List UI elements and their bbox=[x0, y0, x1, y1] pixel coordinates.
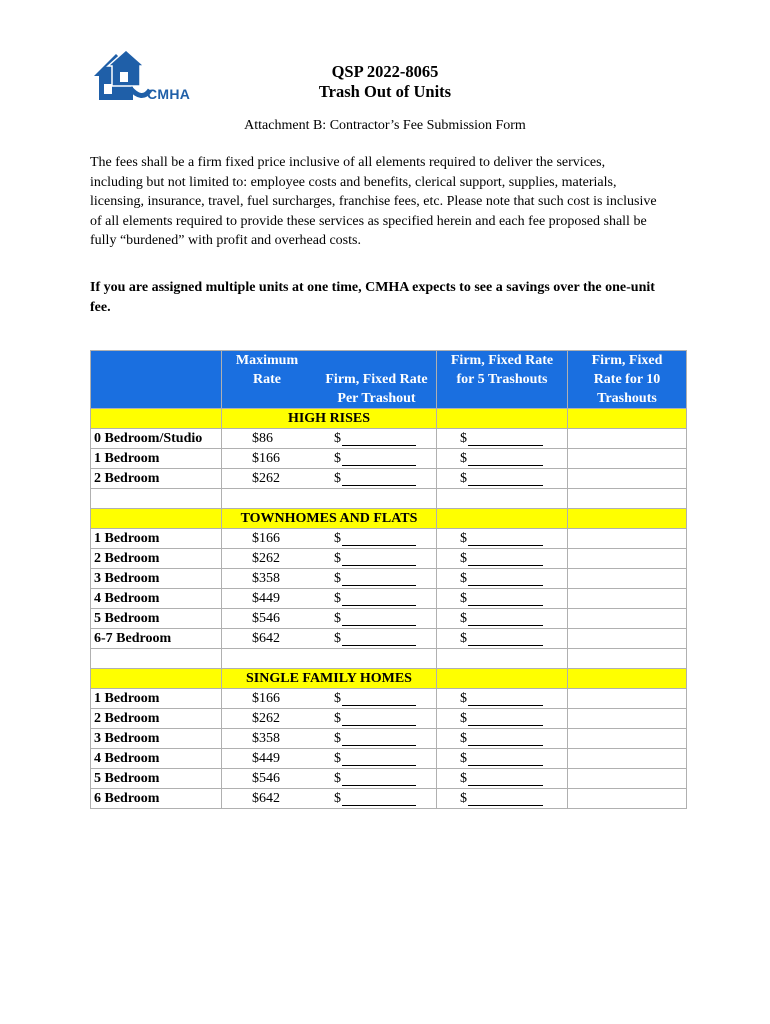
blank-cell bbox=[568, 489, 687, 509]
rate-cell bbox=[222, 689, 437, 709]
fixed-rate-entry-line[interactable] bbox=[342, 805, 416, 806]
max-rate-header-line2: Rate bbox=[253, 372, 281, 387]
five-trashouts-entry-line[interactable] bbox=[468, 465, 543, 466]
blank-cell bbox=[568, 649, 687, 669]
max-rate-value: $358 bbox=[252, 731, 280, 746]
five-trashouts-entry-line[interactable] bbox=[468, 785, 543, 786]
ten-trashouts-cell[interactable] bbox=[568, 769, 687, 789]
ten-trashouts-cell[interactable] bbox=[568, 609, 687, 629]
header-5-cell bbox=[437, 351, 568, 409]
five-trashouts-header-line2: for 5 Trashouts bbox=[456, 372, 548, 387]
header-rate-cell bbox=[222, 351, 437, 409]
fee-description-paragraph: The fees shall be a firm fixed price inclusive of all elements required to deliver the services, including but not limited to: employee costs and benefits, clerical support, supplies, materials, licensing, insurance, travel, fuel surcharges, franchise fees, etc. Please note that such cost is inclusive of all elements required to provide these services as specified herein and each fee proposed shall be fully “burdened” with profit and overhead costs. bbox=[90, 155, 657, 248]
unit-size-label: 0 Bedroom/Studio bbox=[91, 429, 222, 449]
rate-cell bbox=[222, 769, 437, 789]
max-rate-value: $262 bbox=[252, 711, 280, 726]
five-trashouts-header-line1: Firm, Fixed Rate bbox=[450, 353, 554, 368]
rate-cell bbox=[222, 709, 437, 729]
fixed-rate-entry-line[interactable] bbox=[342, 485, 416, 486]
ten-trashouts-cell[interactable] bbox=[568, 629, 687, 649]
dollar-sign: $ bbox=[334, 731, 341, 746]
ten-trashouts-cell[interactable] bbox=[568, 709, 687, 729]
dollar-sign: $ bbox=[334, 691, 341, 706]
dollar-sign: $ bbox=[334, 451, 341, 466]
dollar-sign: $ bbox=[334, 531, 341, 546]
five-trashouts-cell bbox=[437, 709, 568, 729]
section-blank-cell bbox=[437, 509, 568, 529]
section-header-row bbox=[91, 409, 687, 429]
dollar-sign: $ bbox=[334, 631, 341, 646]
dollar-sign: $ bbox=[334, 591, 341, 606]
five-trashouts-cell bbox=[437, 789, 568, 809]
table-row bbox=[91, 789, 687, 809]
title-line-1: QSP 2022-8065 bbox=[331, 62, 439, 81]
ten-trashouts-cell[interactable] bbox=[568, 469, 687, 489]
five-trashouts-cell bbox=[437, 589, 568, 609]
unit-size-label: 6 Bedroom bbox=[91, 789, 222, 809]
ten-trashouts-header-line1: Firm, Fixed bbox=[591, 353, 663, 368]
max-rate-value: $166 bbox=[252, 451, 280, 466]
dollar-sign: $ bbox=[460, 431, 467, 446]
five-trashouts-entry-line[interactable] bbox=[468, 565, 543, 566]
cmha-logo-text: CMHA bbox=[147, 86, 191, 102]
dollar-sign: $ bbox=[334, 771, 341, 786]
max-rate-value: $642 bbox=[252, 791, 280, 806]
unit-size-label: 5 Bedroom bbox=[91, 769, 222, 789]
rate-cell bbox=[222, 629, 437, 649]
unit-size-label: 2 Bedroom bbox=[91, 549, 222, 569]
table-row bbox=[91, 549, 687, 569]
five-trashouts-cell bbox=[437, 449, 568, 469]
five-trashouts-cell bbox=[437, 429, 568, 449]
blank-cell bbox=[222, 489, 437, 509]
five-trashouts-entry-line[interactable] bbox=[468, 625, 543, 626]
five-trashouts-cell bbox=[437, 729, 568, 749]
ten-trashouts-cell[interactable] bbox=[568, 529, 687, 549]
rate-cell bbox=[222, 429, 437, 449]
max-rate-value: $546 bbox=[252, 771, 280, 786]
dollar-sign: $ bbox=[334, 431, 341, 446]
section-title: SINGLE FAMILY HOMES bbox=[222, 669, 437, 689]
fixed-rate-entry-line[interactable] bbox=[342, 785, 416, 786]
dollar-sign: $ bbox=[460, 571, 467, 586]
rate-cell bbox=[222, 469, 437, 489]
ten-trashouts-cell[interactable] bbox=[568, 589, 687, 609]
fixed-rate-entry-line[interactable] bbox=[342, 725, 416, 726]
dollar-sign: $ bbox=[460, 731, 467, 746]
five-trashouts-cell bbox=[437, 749, 568, 769]
dollar-sign: $ bbox=[334, 571, 341, 586]
title-line-2: Trash Out of Units bbox=[318, 82, 452, 101]
max-rate-value: $166 bbox=[252, 691, 280, 706]
rate-cell bbox=[222, 749, 437, 769]
dollar-sign: $ bbox=[334, 611, 341, 626]
five-trashouts-cell bbox=[437, 689, 568, 709]
max-rate-value: $262 bbox=[252, 471, 280, 486]
dollar-sign: $ bbox=[334, 751, 341, 766]
five-trashouts-entry-line[interactable] bbox=[468, 485, 543, 486]
dollar-sign: $ bbox=[460, 551, 467, 566]
rate-cell bbox=[222, 789, 437, 809]
max-rate-value: $449 bbox=[252, 751, 280, 766]
ten-trashouts-cell[interactable] bbox=[568, 449, 687, 469]
unit-size-label: 4 Bedroom bbox=[91, 749, 222, 769]
five-trashouts-cell bbox=[437, 549, 568, 569]
fixed-rate-entry-line[interactable] bbox=[342, 465, 416, 466]
ten-trashouts-cell[interactable] bbox=[568, 549, 687, 569]
section-blank-cell bbox=[568, 509, 687, 529]
header-label-cell bbox=[91, 351, 222, 409]
five-trashouts-entry-line[interactable] bbox=[468, 585, 543, 586]
blank-cell bbox=[437, 649, 568, 669]
five-trashouts-cell bbox=[437, 529, 568, 549]
max-rate-value: $449 bbox=[252, 591, 280, 606]
fixed-rate-entry-line[interactable] bbox=[342, 605, 416, 606]
fixed-rate-entry-line[interactable] bbox=[342, 625, 416, 626]
five-trashouts-cell bbox=[437, 609, 568, 629]
dollar-sign: $ bbox=[334, 471, 341, 486]
fixed-rate-entry-line[interactable] bbox=[342, 645, 416, 646]
blank-cell bbox=[91, 649, 222, 669]
unit-size-label: 1 Bedroom bbox=[91, 529, 222, 549]
ten-trashouts-cell[interactable] bbox=[568, 729, 687, 749]
max-rate-value: $546 bbox=[252, 611, 280, 626]
section-blank-cell bbox=[91, 409, 222, 429]
dollar-sign: $ bbox=[460, 611, 467, 626]
table-row bbox=[91, 609, 687, 629]
dollar-sign: $ bbox=[460, 451, 467, 466]
ten-trashouts-header-line3: Trashouts bbox=[597, 391, 657, 406]
five-trashouts-entry-line[interactable] bbox=[468, 765, 543, 766]
dollar-sign: $ bbox=[334, 551, 341, 566]
section-blank-cell bbox=[437, 669, 568, 689]
ten-trashouts-cell[interactable] bbox=[568, 689, 687, 709]
max-rate-value: $166 bbox=[252, 531, 280, 546]
document-title bbox=[0, 62, 770, 102]
blank-cell bbox=[437, 489, 568, 509]
ten-trashouts-cell[interactable] bbox=[568, 789, 687, 809]
dollar-sign: $ bbox=[460, 471, 467, 486]
rate-cell bbox=[222, 449, 437, 469]
blank-cell bbox=[222, 649, 437, 669]
rate-cell bbox=[222, 609, 437, 629]
fixed-rate-header-line2: Per Trashout bbox=[337, 391, 416, 406]
dollar-sign: $ bbox=[460, 771, 467, 786]
document-subtitle: Attachment B: Contractor’s Fee Submission Form bbox=[244, 118, 526, 133]
table-row bbox=[91, 469, 687, 489]
fixed-rate-entry-line[interactable] bbox=[342, 585, 416, 586]
unit-size-label: 6-7 Bedroom bbox=[91, 629, 222, 649]
rate-cell bbox=[222, 529, 437, 549]
dollar-sign: $ bbox=[460, 591, 467, 606]
max-rate-header-line1: Maximum bbox=[235, 353, 299, 368]
rate-cell bbox=[222, 549, 437, 569]
fixed-rate-entry-line[interactable] bbox=[342, 705, 416, 706]
five-trashouts-entry-line[interactable] bbox=[468, 645, 543, 646]
fixed-rate-entry-line[interactable] bbox=[342, 445, 416, 446]
unit-size-label: 4 Bedroom bbox=[91, 589, 222, 609]
five-trashouts-entry-line[interactable] bbox=[468, 725, 543, 726]
rate-cell bbox=[222, 589, 437, 609]
dollar-sign: $ bbox=[460, 751, 467, 766]
five-trashouts-entry-line[interactable] bbox=[468, 605, 543, 606]
section-header-row bbox=[91, 509, 687, 529]
unit-size-label: 3 Bedroom bbox=[91, 569, 222, 589]
unit-size-label: 1 Bedroom bbox=[91, 689, 222, 709]
five-trashouts-entry-line[interactable] bbox=[468, 445, 543, 446]
max-rate-value: $358 bbox=[252, 571, 280, 586]
dollar-sign: $ bbox=[460, 691, 467, 706]
section-blank-cell bbox=[91, 509, 222, 529]
unit-size-label: 5 Bedroom bbox=[91, 609, 222, 629]
ten-trashouts-cell[interactable] bbox=[568, 749, 687, 769]
five-trashouts-cell bbox=[437, 629, 568, 649]
table-header-row bbox=[91, 351, 687, 409]
five-trashouts-entry-line[interactable] bbox=[468, 745, 543, 746]
max-rate-value: $642 bbox=[252, 631, 280, 646]
dollar-sign: $ bbox=[460, 631, 467, 646]
section-title: TOWNHOMES AND FLATS bbox=[222, 509, 437, 529]
table-row bbox=[91, 569, 687, 589]
fixed-rate-entry-line[interactable] bbox=[342, 565, 416, 566]
table-row bbox=[91, 709, 687, 729]
section-blank-cell bbox=[437, 409, 568, 429]
max-rate-value: $262 bbox=[252, 551, 280, 566]
max-rate-value: $86 bbox=[252, 431, 273, 446]
section-header-row bbox=[91, 669, 687, 689]
table-row bbox=[91, 749, 687, 769]
table-row bbox=[91, 429, 687, 449]
table-row bbox=[91, 449, 687, 469]
fee-submission-table bbox=[90, 350, 687, 809]
ten-trashouts-header-line2: Rate for 10 bbox=[593, 372, 661, 387]
fixed-rate-entry-line[interactable] bbox=[342, 745, 416, 746]
blank-row bbox=[91, 489, 687, 509]
fixed-rate-header-line1: Firm, Fixed Rate bbox=[325, 372, 428, 387]
dollar-sign: $ bbox=[460, 791, 467, 806]
unit-size-label: 1 Bedroom bbox=[91, 449, 222, 469]
five-trashouts-cell bbox=[437, 469, 568, 489]
section-blank-cell bbox=[91, 669, 222, 689]
blank-cell bbox=[91, 489, 222, 509]
dollar-sign: $ bbox=[334, 711, 341, 726]
dollar-sign: $ bbox=[334, 791, 341, 806]
table-row bbox=[91, 729, 687, 749]
table-row bbox=[91, 629, 687, 649]
section-blank-cell bbox=[568, 669, 687, 689]
header-10-cell bbox=[568, 351, 687, 409]
section-blank-cell bbox=[568, 409, 687, 429]
dollar-sign: $ bbox=[460, 711, 467, 726]
five-trashouts-cell bbox=[437, 769, 568, 789]
fixed-rate-header bbox=[319, 370, 434, 408]
table-row bbox=[91, 589, 687, 609]
rate-cell bbox=[222, 569, 437, 589]
rate-cell bbox=[222, 729, 437, 749]
unit-size-label: 3 Bedroom bbox=[91, 729, 222, 749]
five-trashouts-cell bbox=[437, 569, 568, 589]
table-row bbox=[91, 689, 687, 709]
multiple-units-note: If you are assigned multiple units at one time, CMHA expects to see a savings over the one-unit fee. bbox=[90, 280, 655, 315]
unit-size-label: 2 Bedroom bbox=[91, 709, 222, 729]
max-rate-header bbox=[232, 351, 302, 389]
unit-size-label: 2 Bedroom bbox=[91, 469, 222, 489]
fixed-rate-entry-line[interactable] bbox=[342, 765, 416, 766]
five-trashouts-entry-line[interactable] bbox=[468, 545, 543, 546]
table-row bbox=[91, 529, 687, 549]
fixed-rate-entry-line[interactable] bbox=[342, 545, 416, 546]
five-trashouts-entry-line[interactable] bbox=[468, 805, 543, 806]
five-trashouts-entry-line[interactable] bbox=[468, 705, 543, 706]
table-row bbox=[91, 769, 687, 789]
blank-row bbox=[91, 649, 687, 669]
dollar-sign: $ bbox=[460, 531, 467, 546]
ten-trashouts-cell[interactable] bbox=[568, 569, 687, 589]
ten-trashouts-cell[interactable] bbox=[568, 429, 687, 449]
section-title: HIGH RISES bbox=[222, 409, 437, 429]
